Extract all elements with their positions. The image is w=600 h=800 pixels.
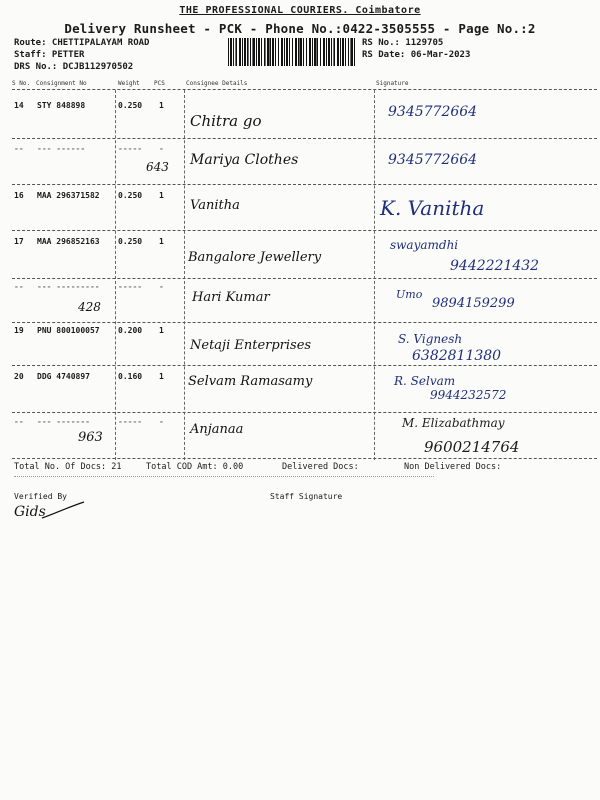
signature-handwritten: K. Vanitha (380, 196, 485, 220)
col-pcs: PCS (154, 80, 165, 87)
col-divider (374, 90, 375, 460)
consignee-handwritten: Bangalore Jewellery (188, 250, 322, 265)
row-weight: ----- (118, 282, 143, 291)
row-divider (12, 184, 597, 185)
row-divider (12, 458, 597, 459)
row-weight: ----- (118, 144, 143, 153)
row-weight: 0.250 (118, 237, 143, 246)
row-consignment: MAA 296852163 (37, 237, 100, 246)
row-sno: -- (14, 144, 24, 153)
runsheet-title: Delivery Runsheet - PCK - Phone No.:0422-3505555 - Page No.:2 (64, 21, 536, 36)
col-consignee: Consignee Details (186, 80, 248, 87)
row-weight: ----- (118, 417, 143, 426)
signature-handwritten: 9345772664 (388, 104, 478, 120)
signature-handwritten: S. Vignesh (398, 332, 463, 346)
row-sno: -- (14, 417, 24, 426)
row-divider (12, 412, 597, 413)
row-consignment: --- ------ (37, 144, 86, 153)
row-sno: 20 (14, 372, 24, 381)
total-docs: Total No. Of Docs: 21 (14, 462, 122, 472)
company-name: THE PROFESSIONAL COURIERS. Coimbatore (179, 5, 421, 16)
signature-handwritten: Umo (396, 288, 423, 301)
rs-date: RS Date: 06-Mar-2023 (362, 50, 471, 60)
row-weight: 0.160 (118, 372, 143, 381)
row-pcs: - (159, 144, 164, 153)
staff-label: Staff: PETTER (14, 50, 85, 60)
consignee-handwritten: Mariya Clothes (190, 152, 299, 168)
faded-print-line (14, 476, 434, 483)
row-sno: 14 (14, 101, 24, 110)
handwritten-number: 428 (78, 300, 101, 314)
consignee-handwritten: Netaji Enterprises (190, 338, 312, 353)
row-pcs: 1 (159, 101, 164, 110)
handwritten-number: 963 (78, 430, 103, 445)
signature-phone: 6382811380 (412, 348, 502, 364)
signature-phone: 9894159299 (432, 296, 515, 311)
consignee-handwritten: Vanitha (190, 198, 240, 213)
staff-signature-label: Staff Signature (270, 492, 343, 501)
row-pcs: 1 (159, 372, 164, 381)
row-divider (12, 230, 597, 231)
col-signature: Signature (376, 80, 409, 87)
col-divider (115, 90, 116, 460)
verifier-signature-stroke (40, 500, 86, 522)
consignee-handwritten: Chitra go (190, 112, 262, 130)
total-cod: Total COD Amt: 0.00 (146, 462, 244, 472)
header-divider (12, 89, 597, 90)
delivered-docs: Delivered Docs: (282, 462, 359, 472)
row-weight: 0.250 (118, 191, 143, 200)
row-pcs: 1 (159, 191, 164, 200)
non-delivered-docs: Non Delivered Docs: (404, 462, 502, 472)
col-consignment: Consignment No (36, 80, 87, 87)
rs-number: RS No.: 1129705 (362, 38, 444, 48)
verifier-initials: Gids (14, 504, 46, 520)
row-sno: 19 (14, 326, 24, 335)
verified-by-label: Verified By (14, 492, 67, 501)
row-consignment: PNU 800100057 (37, 326, 100, 335)
row-divider (12, 278, 597, 279)
consignee-handwritten: Anjanaa (190, 422, 244, 437)
signature-phone: 9442221432 (450, 258, 540, 274)
signature-handwritten: M. Elizabathmay (402, 416, 505, 430)
row-pcs: - (159, 417, 164, 426)
drs-label: DRS No.: DCJB112970502 (14, 62, 134, 72)
row-consignment: MAA 296371582 (37, 191, 100, 200)
row-consignment: --- ------- (37, 417, 90, 426)
handwritten-number: 643 (146, 160, 169, 174)
row-weight: 0.200 (118, 326, 143, 335)
row-consignment: --- --------- (37, 282, 100, 291)
signature-phone: 9944232572 (430, 388, 507, 402)
col-sno: S No. (12, 80, 31, 87)
row-divider (12, 365, 597, 366)
signature-handwritten: swayamdhi (390, 238, 459, 252)
row-sno: 17 (14, 237, 24, 246)
col-divider (184, 90, 185, 460)
consignee-handwritten: Hari Kumar (192, 290, 270, 305)
signature-handwritten: 9345772664 (388, 152, 478, 168)
row-divider (12, 322, 597, 323)
row-sno: 16 (14, 191, 24, 200)
row-pcs: 1 (159, 326, 164, 335)
row-sno: -- (14, 282, 24, 291)
col-weight: Weight (118, 80, 140, 87)
row-consignment: STY 848898 (37, 101, 86, 110)
row-pcs: - (159, 282, 164, 291)
barcode-overlay (228, 38, 356, 66)
row-consignment: DDG 4740897 (37, 372, 90, 381)
row-weight: 0.250 (118, 101, 143, 110)
signature-phone: 9600214764 (424, 438, 520, 456)
row-pcs: 1 (159, 237, 164, 246)
row-divider (12, 138, 597, 139)
route-label: Route: CHETTIPALAYAM ROAD (14, 38, 150, 48)
consignee-handwritten: Selvam Ramasamy (188, 374, 313, 389)
signature-handwritten: R. Selvam (394, 374, 456, 388)
